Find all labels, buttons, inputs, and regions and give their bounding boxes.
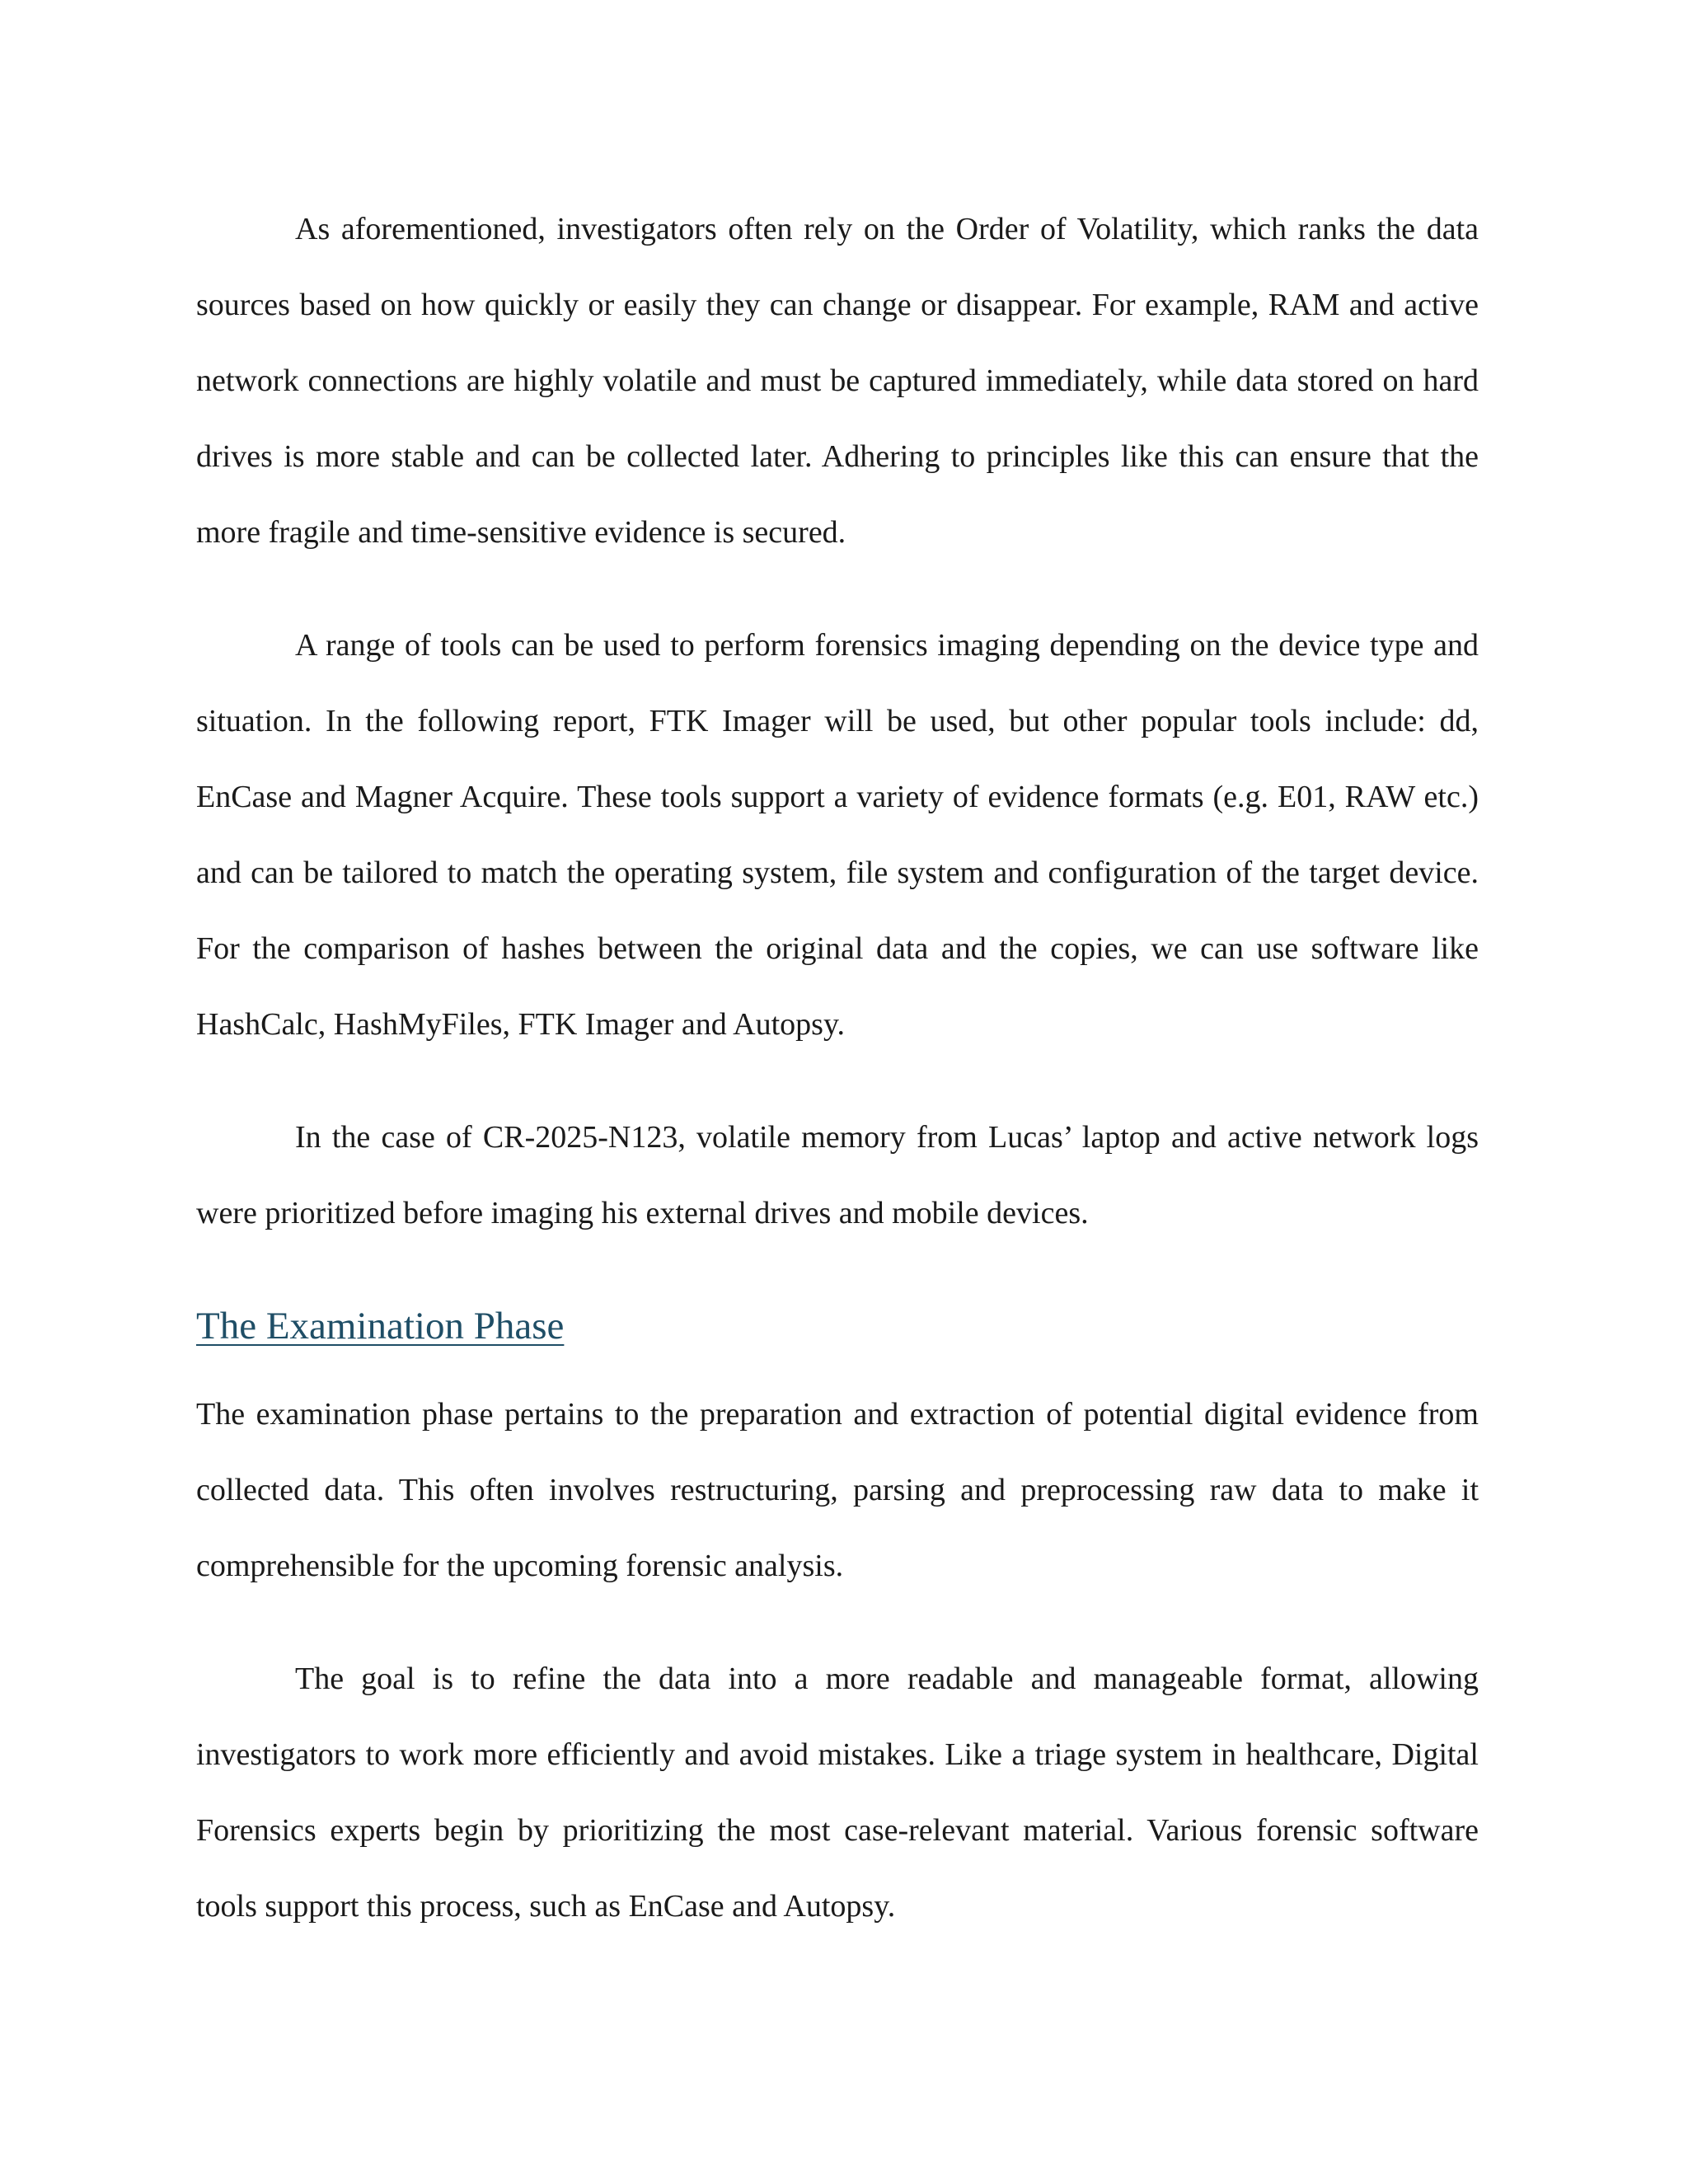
paragraph-examination-definition: The examination phase pertains to the preparation and extraction of potential digital evidence from collected data. This often involves restructuring, parsing and preprocessing raw data to make it comprehensible for the upcoming forensic analysis. — [196, 1397, 1479, 1583]
paragraph-case-prioritization: In the case of CR-2025-N123, volatile memory from Lucas’ laptop and active network logs were prioritized before imaging his external drives and mobile devices. — [196, 1120, 1479, 1230]
paragraph-order-of-volatility: As aforementioned, investigators often rely on the Order of Volatility, which ranks the data sources based on how quickly or easily they can change or disappear. For example, RAM and active network connections are highly volatile and must be captured immediately, while data stored on hard drives is more stable and can be collected later. Adhering to principles like this can ensure that the more fragile and time-sensitive evidence is secured. — [196, 212, 1479, 550]
paragraph-imaging-tools: A range of tools can be used to perform forensics imaging depending on the device type and situation. In the following report, FTK Imager will be used, but other popular tools include: dd, EnCase and Magner Acquire. These tools support a variety of evidence formats (e.g. E01, RAW etc.) and can be tailored to match the operating system, file system and configuration of the target device. For the comparison of hashes between the original data and the copies, we can use software like HashCalc, HashMyFiles, FTK Imager and Autopsy. — [196, 628, 1479, 1042]
paragraph-examination-goal: The goal is to refine the data into a more readable and manageable format, allowing investigators to work more efficiently and avoid mistakes. Like a triage system in healthcare, Digital Forensics experts begin by prioritizing the most case-relevant material. Various forensic software tools support this process, such as EnCase and Autopsy. — [196, 1661, 1479, 1924]
document-page — [196, 191, 1479, 1944]
section-heading-examination-phase: The Examination Phase — [196, 1305, 565, 1347]
